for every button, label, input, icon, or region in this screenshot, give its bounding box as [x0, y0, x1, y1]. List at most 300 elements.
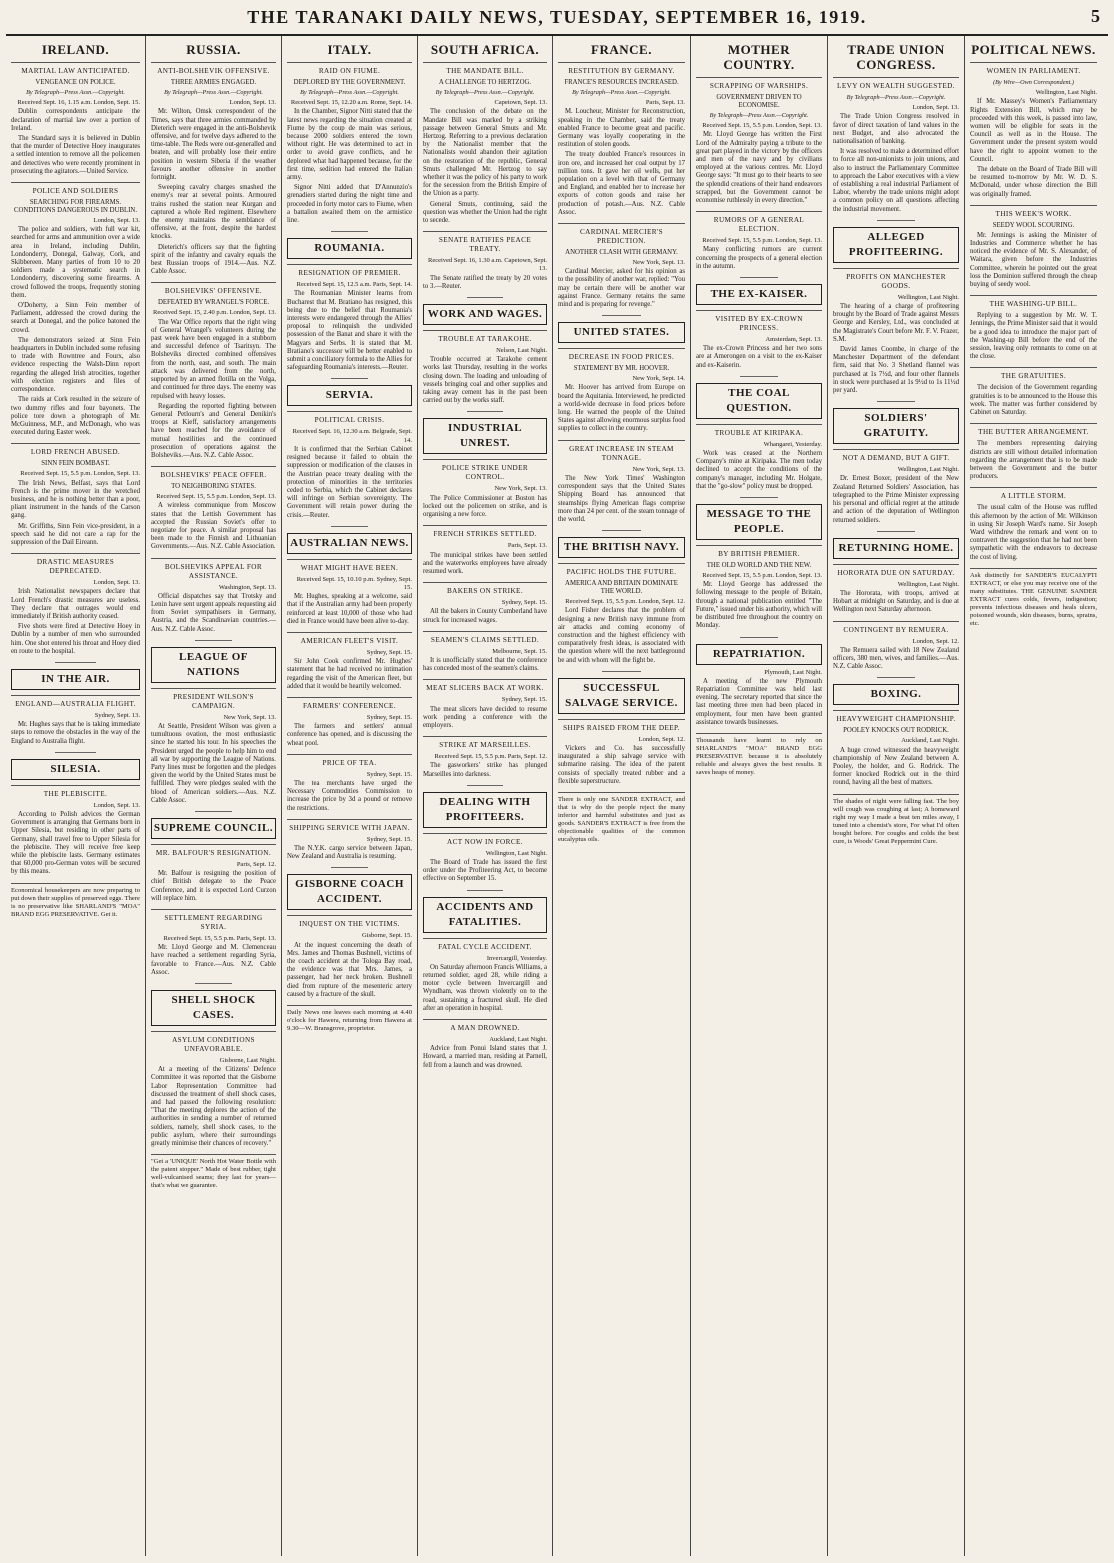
news-story [287, 754, 412, 813]
advertisement: Thousands have learnt to rely on SHARLAND'S "MOA" BRAND EGG PRESERVATIVE because it is absolutely reliable and always gives the best results. It saves heaps of money. [696, 733, 822, 777]
news-story [287, 411, 412, 519]
section-heading: ACCIDENTS AND FATALITIES. [423, 897, 547, 933]
story-headline: FATAL CYCLE ACCIDENT. [423, 938, 547, 952]
story-subheadline: AMERICA AND BRITAIN DOMINATE THE WORLD. [565, 580, 678, 596]
story-paragraph: The Board of Trade has issued the first order under the Profiteering Act, to become effective on September 15. [423, 858, 547, 883]
section-divider [195, 983, 232, 984]
story-paragraph: The farmers and settlers' annual conference has opened, and is discussing the wheat pool. [287, 723, 412, 747]
section-heading: MESSAGE TO THE PEOPLE. [696, 504, 822, 540]
news-story [151, 688, 276, 805]
story-paragraph: The War Office reports that the right wing of General Wrangel's volunteers during the past week have been engaged in a stubborn and successful defence of Tsaritsyn. The Bolsheviks directed combined offensives from the north, east, and south. The main attack was delivered from the north, supported by an armed flotilla on the Volga, and continued for three days. The enemy was repulsed with heavy losses. [151, 318, 276, 400]
story-headline: BOLSHEVIKS' PEACE OFFER. [151, 466, 276, 480]
story-headline: MEAT SLICERS BACK AT WORK. [423, 679, 547, 693]
story-headline: GREAT INCREASE IN STEAM TONNAGE. [558, 440, 685, 463]
story-headline: INQUEST ON THE VICTIMS. [287, 915, 412, 929]
story-headline: SCRAPPING OF WARSHIPS. [696, 77, 822, 91]
news-column [965, 36, 1102, 1556]
story-headline: THE MANDATE BILL. [423, 62, 547, 76]
section-divider [55, 662, 96, 663]
section-divider [467, 890, 503, 891]
story-credit: By Telegraph—Press Assn.—Copyright. [435, 89, 535, 96]
story-paragraph: The Trade Union Congress resolved in favor of direct taxation of land values in the next Budget, and also advocated the nationalisation of banking. [833, 113, 959, 146]
story-dateline: Sydney, Sept. 15. [501, 599, 547, 607]
section-divider [877, 531, 915, 532]
story-paragraph: Sir John Cook confirmed Mr. Hughes' statement that he had received no intimation regarding the visit of the American fleet, but added that it would be heartily welcomed. [287, 658, 412, 690]
story-paragraph: General Smuts, continuing, said the question was whether the Union had the right to secede. [423, 200, 547, 225]
story-paragraph: Lord Fisher declares that the problem of designing a new British navy immune from air attacks and coming economy of construction and the highest efficiency with comparatively fresh ideas, is associated with the question where will the next battleground be and with whom will the fight be. [558, 607, 685, 664]
story-paragraph: Mr. Lloyd George has addressed the following message to the people of Britain, through a national publication entitled "The Future," issued under his authority, which will be distributed free throughout the country on Monday. [696, 581, 822, 630]
story-dateline: Paris, Sept. 13. [507, 542, 547, 550]
story-paragraph: Work was ceased at the Northern Company's mine at Kiripaka. The men today declined to accept the conditions of the company's manager, including Mr. Holgate, that the "go-slow" policy must be dropped. [696, 450, 822, 490]
story-paragraph: At the inquest concerning the death of Mrs. James and Thomas Bushnell, victims of the coach accident at the Tologa Bay road, the evidence was that Mrs. James, a passenger, had her neck broken. Bushnell died from rupture of the mesenteric artery caused by a fracture of the skull. [287, 941, 412, 998]
news-story [287, 264, 412, 372]
news-column [6, 36, 146, 1556]
section-heading: SUPREME COUNCIL. [151, 818, 276, 839]
news-story [423, 736, 547, 779]
story-paragraph: The ex-Crown Princess and her two sons are at Amerongen on a visit to the ex-Kaiser and ex-Kaiserin. [696, 345, 822, 369]
section-heading: LEAGUE OF NATIONS [151, 647, 276, 683]
story-headline: LEVY ON WEALTH SUGGESTED. [833, 77, 959, 91]
story-credit: By Telegraph—Press Assn.—Copyright. [26, 89, 125, 96]
story-paragraph: The debate on the Board of Trade Bill will be resumed to-morrow by Mr. W. D. S. McDonald, under whose direction the Bill was originally framed. [970, 166, 1097, 198]
story-headline: THE PLEBISCITE. [11, 785, 140, 799]
story-paragraph: It is confirmed that the Serbian Cabinet resigned because it failed to obtain the suppression or modification of the clauses in the Austrian peace treaty dealing with the protection of minorities in the territories ceded to Serbia, which the Cabinet declares will infringe on Serbian sovereignty. The Government will retain power during the crisis.—Reuter. [287, 445, 412, 519]
news-column [691, 36, 828, 1556]
story-paragraph: Mr. Lloyd George has written the First Lord of the Admiralty paying a tribute to the great part played in the victory by the officers and men of the navy and by civilians employed at the various centres. Mr. Lloyd George says: "It must go to their hearts to see the splendid creations of their hand endeavors scrapped, but the Government cannot be economise ruthlessly in every direction." [696, 131, 822, 205]
story-dateline: London, Sept. 13. [93, 579, 140, 587]
story-paragraph: Official dispatches say that Trotsky and Lenin have sent urgent appeals requesting aid from Soviet sympathisers in Germany, Austria, and the Scandinavian countries.—Aus. N.Z. Cable Assoc. [151, 592, 276, 633]
story-headline: DECREASE IN FOOD PRICES. [558, 348, 685, 362]
story-dateline: London, Sept. 13. [93, 217, 140, 225]
story-dateline: New York, Sept. 14. [632, 375, 685, 383]
story-headline: BOLSHEVIKS' OFFENSIVE. [151, 282, 276, 296]
story-headline: NOT A DEMAND, BUT A GIFT. [833, 449, 959, 463]
story-paragraph: A meeting of the new Plymouth Repatriation Committee was held last evening. The secretary reported that since the last meeting three men had been placed in employment, four men have been granted assistance towards businesses. [696, 677, 822, 726]
section-heading: RUSSIA. [186, 42, 241, 57]
story-paragraph: Mr. Wilton, Omsk correspondent of the Times, says that three armies commanded by Dieterich were engaged in the anti-Bolshevik offensive, and for twelve days adhered to the time-table. The Reds were out-generalled and beaten, and will probably lose their entire position in western Siberia if the weather favours another offensive in another fortnight. [151, 108, 276, 182]
story-headline: CARDINAL MERCIER'S PREDICTION. [558, 223, 685, 246]
story-paragraph: The municipal strikes have been settled and the waterworks employees have already resumed work. [423, 551, 547, 575]
story-paragraph: The usual calm of the House was ruffled this afternoon by the action of Mr. Wilkinson in using Sir Joseph Ward's name. Sir Joseph Ward withdrew the remark and went on to contravert the suggestion that he had not been sympathetic with the endeavors to decrease the cost of living. [970, 504, 1097, 561]
story-headline: SEAMEN'S CLAIMS SETTLED. [423, 631, 547, 645]
section-heading: THE COAL QUESTION. [696, 383, 822, 419]
story-paragraph: Mr. Griffiths, Sinn Fein vice-president, in a speech said he did not care a rap for the suppression of the Dail Eireann. [11, 522, 140, 546]
story-paragraph: The conclusion of the debate on the Mandate Bill was marked by a striking passage between General Smuts and Mr. Hertzog. Referring to a previous declaration by the Nationalist member that the Nationalists would abandon their agitation on the restoration of the republic, General Smuts challenged Mr. Hertzog to say whether it was the policy of his party to work for the secession from the British Empire of the Union as a party. [423, 108, 547, 198]
news-column [282, 36, 418, 1556]
story-headline: PROFITS ON MANCHESTER GOODS. [833, 268, 959, 291]
news-story [11, 62, 140, 176]
news-story [11, 785, 140, 877]
section-heading: AUSTRALIAN NEWS. [287, 533, 412, 554]
section-divider [331, 378, 368, 379]
story-paragraph: The meat slicers have decided to resume work pending a conference with the employers. [423, 705, 547, 729]
story-dateline: Gisborne, Sept. 15. [361, 932, 412, 940]
story-headline: RUMORS OF A GENERAL ELECTION. [696, 211, 822, 234]
story-headline: BOLSHEVIKS APPEAL FOR ASSISTANCE. [151, 558, 276, 581]
news-story [11, 182, 140, 437]
story-headline: TROUBLE AT KIRIPAKA. [696, 424, 822, 438]
section-divider [877, 401, 915, 402]
news-story [423, 631, 547, 674]
story-paragraph: Regarding the reported fighting between General Petlourn's and General Denikin's troops at Kieff, satisfactory arrangements have been reached for the avoidance of mutual hostilities and the continued prosecution of operations against the Bolsheviks.—Aus. N.Z. Cable Assoc. [151, 402, 276, 459]
story-paragraph: The N.Y.K. cargo service between Japan, New Zealand and Australia is resuming. [287, 844, 412, 861]
story-headline: PACIFIC HOLDS THE FUTURE. [558, 563, 685, 577]
story-dateline: Wellington, Last Night. [1035, 89, 1097, 97]
story-credit: (By Wire—Own Correspondent.) [993, 79, 1074, 86]
news-story [970, 295, 1097, 361]
story-headline: THE GRATUITIES. [970, 367, 1097, 381]
story-headline: TROUBLE AT TARAKOHE. [423, 330, 547, 344]
story-paragraph: The tea merchants have urged the Necessary Commodities Commission to increase the price by 3d a pound or remove the restrictions. [287, 779, 412, 812]
news-column [418, 36, 553, 1556]
story-headline: ENGLAND—AUSTRALIA FLIGHT. [11, 695, 140, 709]
story-paragraph: The New York Times' Washington correspondent says that the United States Shipping Board has announced that steamships flying American flags comprise more than 24 per cent. of the steam tonnage of the world. [558, 474, 685, 523]
story-dateline: Gisborne, Last Night. [219, 1057, 276, 1065]
story-credit: By Telegraph—Press Assn.—Copyright. [572, 89, 671, 96]
news-story [287, 62, 412, 225]
section-divider [740, 497, 778, 498]
story-headline: BAKERS ON STRIKE. [423, 582, 547, 596]
story-headline: FARMERS' CONFERENCE. [287, 697, 412, 711]
story-paragraph: Advice from Ponui Island states that J. Howard, a married man, residing at Parnell, fell from a launch and was drowned. [423, 1045, 547, 1069]
story-credit: By Telegraph—Press Assn.—Copyright. [709, 112, 809, 119]
story-paragraph: Cardinal Mercier, asked for his opinion as to the possibility of another war, replied: "You may be certain there will be another war against France. Germany retains the same mind and is preparing for revenge." [558, 268, 685, 309]
section-divider [602, 315, 641, 316]
story-dateline: Whangarei, Yesterday. [763, 440, 822, 448]
news-story [970, 423, 1097, 481]
news-story [287, 819, 412, 862]
story-headline: HEAVYWEIGHT CHAMPIONSHIP. [833, 710, 959, 724]
story-paragraph: Dr. Ernest Boxer, president of the New Zealand Returned Soldiers' Association, has telegraphed to the Prime Minister expressing his personal and official regret at the attitude and action of the deputation of Wellington returned soldiers. [833, 475, 959, 524]
section-divider [331, 526, 368, 527]
story-paragraph: The Irish News, Belfast, says that Lord French is the prime mover in the wretched business, and he is nothing better than a poor, pliant instrument in the hands of the Carson gang. [11, 479, 140, 520]
advertisement: Economical housekeepers are now preparing to put down their supplies of preserved eggs. There is no preservative like SHARLAND'S "MOA" BRAND EGG PRESERVATIVE. Get it. [11, 883, 140, 919]
news-story [287, 697, 412, 748]
story-dateline: Wellington, Last Night. [897, 466, 959, 474]
section-heading: SOLDIERS' GRATUITY. [833, 408, 959, 444]
section-heading: FRANCE. [591, 42, 652, 57]
story-headline: AMERICAN FLEET'S VISIT. [287, 632, 412, 646]
news-story [696, 310, 822, 370]
story-subheadline: A CHALLENGE TO HERTZOG. [438, 79, 532, 86]
section-heading: MOTHER COUNTRY. [723, 42, 795, 72]
section-heading: POLITICAL NEWS. [971, 42, 1096, 57]
section-divider [195, 640, 232, 641]
story-dateline: Plymouth, Last Night. [764, 668, 822, 676]
story-paragraph: The police and soldiers, with full war kit, searched for arms and ammunition over a wide area in Ireland, including Dublin, Londonderry, Donegal, Galway, Cork, and Skibbereen. Many parties of from 10 to 20 soldiers made a systematic search in Londonderry, discovering some firearms. A crowd followed the troops, frequently stoning them. [11, 226, 140, 299]
news-story [11, 695, 140, 746]
news-column [828, 36, 965, 1556]
advertisement: "Get a 'UNIQUE' North Hot Water Bottle with the patent stopper." Made of best rubber, tight well-vulcanised seams; they last for years—that's what we guarantee. [151, 1154, 276, 1190]
story-headline: ACT NOW IN FORCE. [423, 833, 547, 847]
section-divider [740, 376, 778, 377]
story-dateline: Sydney, Sept. 15. [366, 713, 412, 721]
story-paragraph: A wireless communique from Moscow states that the Lettish Government has accepted the Russian Soviet's offer to negotiate for peace. A similar proposal has been made to the Finnish and Lithuanian Governments.—Aus. N.Z. Cable Association. [151, 502, 276, 551]
news-story [151, 844, 276, 903]
story-dateline: London, Sept. 13. [93, 801, 140, 809]
story-dateline: New York, Sept. 13. [632, 465, 685, 473]
story-credit: By Telegraph—Press Assn.—Copyright. [846, 94, 946, 101]
story-headline: STRIKE AT MARSEILLES. [423, 736, 547, 750]
story-dateline: New York, Sept. 13. [494, 485, 547, 493]
story-dateline: Capetown, Sept. 13. [494, 99, 547, 107]
story-dateline: Received Sept. 15, 5.5 p.m. London, Sept. 13. [156, 493, 276, 501]
story-dateline: Wellington, Last Night. [897, 580, 959, 588]
story-subheadline: GOVERNMENT DRIVEN TO ECONOMISE. [716, 94, 802, 109]
story-headline: POLICE AND SOLDIERS [11, 182, 140, 196]
story-dateline: Received Sept. 15, 5.5 p.m. London, Sept. 13. [702, 572, 822, 580]
news-story [833, 77, 959, 214]
story-paragraph: The demonstrators seized at Sinn Fein headquarters in Dublin included some refusing to trade with Rowntree and Fourx, also evidence respecting the Walsh-Dinn report regarding the alleged Irish atrocities, together with election registers and files of correspondence. [11, 336, 140, 394]
story-subheadline: SINN FEIN BOMBAST. [41, 460, 110, 468]
news-story [423, 833, 547, 884]
section-heading: INDUSTRIAL UNREST. [423, 418, 547, 454]
story-paragraph: It was resolved to make a determined effort to force all non-unionists to join unions, and also to instruct the Parliamentary Committee to approach the Labor executives with a view of establishing a real industrial Parliament of Labor, whereby the trade unions might adopt a common policy on all questions affecting the industrial movement. [833, 148, 959, 213]
masthead-title: THE TARANAKI DAILY NEWS, TUESDAY, SEPTEMBER 16, 1919. [247, 6, 867, 27]
story-dateline: Wellington, Last Night. [897, 293, 959, 301]
section-heading: TRADE UNION CONGRESS. [847, 42, 945, 72]
section-heading: ITALY. [327, 42, 372, 57]
story-credit: By Telegraph—Press Assn.—Copyright. [300, 89, 399, 96]
news-story [423, 679, 547, 730]
story-subheadline: SEEDY WOOL SCOURING. [992, 221, 1075, 229]
story-paragraph: The Hororata, with troops, arrived at Hobart at midnight on Saturday, and is due at Wellington next Saturday afternoon. [833, 589, 959, 614]
story-dateline: Received Sept. 16, 12.30 a.m. Belgrade, Sept. 14. [292, 428, 412, 444]
story-dateline: New York, Sept. 13. [223, 713, 276, 721]
story-headline: HORORATA DUE ON SATURDAY. [833, 564, 959, 578]
story-paragraph: Mr. Balfour is resigning the position of chief British delegate to the Peace Conference, and it is expected Lord Curzon will replace him. [151, 870, 276, 902]
story-dateline: Received Sept. 16, 1.15 a.m. London, Sept. 15. [17, 99, 140, 107]
story-headline: MR. BALFOUR'S RESIGNATION. [151, 844, 276, 858]
section-heading: SUCCESSFUL SALVAGE SERVICE. [558, 678, 685, 714]
story-dateline: Sydney, Sept. 13. [94, 711, 140, 719]
story-headline: POLICE STRIKE UNDER CONTROL. [423, 459, 547, 482]
news-story [970, 487, 1097, 561]
news-story [696, 77, 822, 205]
news-story [558, 440, 685, 524]
story-paragraph: Many conflicting rumors are current concerning the prospects of a general election in the autumn. [696, 246, 822, 270]
section-heading: UNITED STATES. [558, 322, 685, 343]
story-paragraph: On Saturday afternoon Francis Williams, a returned soldier, aged 28, while riding a motor cycle between Invercargill and Wyndham, was thrown violently on to the road, sustaining a fractured skull. He died after an operation in hospital. [423, 963, 547, 1012]
section-heading: SILESIA. [11, 759, 140, 780]
news-story [558, 223, 685, 309]
story-headline: THIS WEEK'S WORK. [970, 205, 1097, 219]
news-story [151, 909, 276, 977]
story-dateline: Sydney, Sept. 15. [501, 696, 547, 704]
advertisement: Ask distinctly for SANDER'S EUCALYPTI EXTRACT, or else you may receive one of the many substitutes. THE GENUINE SANDER EXTRACT cures colds, fevers, indigestion; prevents infectious diseases and heals ulcers, poisoned wounds, skin diseases, burns, sprains, etc. [970, 568, 1097, 628]
story-headline: A MAN DROWNED. [423, 1019, 547, 1033]
story-paragraph: The Police Commissioner at Boston has locked out the policemen on strike, and is organising a new force. [423, 494, 547, 519]
news-story [970, 62, 1097, 199]
story-headline: VISITED BY EX-CROWN PRINCESS. [696, 310, 822, 333]
section-heading: REPATRIATION. [696, 644, 822, 665]
news-story [287, 632, 412, 691]
story-credit: By Telegraph—Press Assn.—Copyright. [164, 89, 263, 96]
section-heading: ALLEGED PROFITEERING. [833, 227, 959, 263]
story-dateline: Paris, Sept. 12. [236, 861, 276, 868]
story-headline: DRASTIC MEASURES DEPRECATED. [11, 553, 140, 576]
section-divider [877, 220, 915, 221]
story-paragraph: It is unofficially stated that the conference has conceded most of the seamen's claims. [423, 656, 547, 673]
section-heading: SERVIA. [287, 385, 412, 406]
story-subheadline: FRANCE'S RESOURCES INCREASED. [564, 79, 679, 86]
story-subheadline: VENGEANCE ON POLICE. [35, 79, 116, 86]
story-subheadline: DEPLORED BY THE GOVERNMENT. [293, 79, 406, 86]
story-dateline: Received Sept. 15, 5.5 p.m. Paris, Sept. 13. [163, 935, 276, 943]
news-story [833, 449, 959, 524]
news-story [558, 719, 685, 786]
story-headline: MARTIAL LAW ANTICIPATED. [11, 62, 140, 76]
story-paragraph: Trouble occurred at Tarakohe cement works last Thursday, resulting in the works closing down. The loading and unloading of vessels bringing coal and other supplies and taking away cement has in the past been carried out by the works staff. [423, 356, 547, 405]
story-dateline: London, Sept. 13. [229, 99, 276, 107]
story-dateline: Washington, Sept. 13. [218, 583, 276, 591]
story-headline: SETTLEMENT REGARDING SYRIA. [151, 909, 276, 932]
story-dateline: Auckland, Last Night. [901, 737, 959, 745]
story-headline: RESIGNATION OF PREMIER. [287, 264, 412, 278]
story-paragraph: At Seattle, President Wilson was given a tumultuous ovation, the most enthusiastic since he started his tour. In his speeches the President urged the people to help him to end all war by supporting the League of Nations. Party lines must be forgotten and the pledges given the world by the United States must be fulfilled. They were pledges sealed with the blood of American soldiers.—Aus. N.Z. Cable Assoc. [151, 722, 276, 804]
news-story [696, 424, 822, 491]
story-paragraph: David James Coombe, in charge of the Manchester Department of the defendant firm, said that No. 3 Shetland flannel was purchased at 1s 7½d, and four other flannels in stock were purchased at 1s 9½d to 1s 11½d per yard. [833, 346, 959, 395]
section-divider [195, 811, 232, 812]
news-story [423, 330, 547, 405]
story-headline: SHIPS RAISED FROM THE DEEP. [558, 719, 685, 733]
story-headline: RESTITUTION BY GERMANY. [558, 62, 685, 76]
story-subheadline: THREE ARMIES ENGAGED. [170, 79, 257, 86]
story-headline: POLITICAL CRISIS. [287, 411, 412, 425]
section-heading: SHELL SHOCK CASES. [151, 990, 276, 1026]
story-paragraph: Dieterich's officers say that the fighting spirit of the infantry and cavalry equals the best Russian troops of 1914.—Aus. N.Z. Cable Assoc. [151, 243, 276, 276]
story-paragraph: Mr. Jennings is asking the Minister of Industries and Commerce whether he has noticed the evidence of Mr. S. Alexander, of Waitara, given before the Industries Committee, wherein he pointed out the great loss the Dominion suffered through the cheap buying of seedy wool. [970, 231, 1097, 289]
section-heading: DEALING WITH PROFITEERS. [423, 792, 547, 828]
section-heading: THE BRITISH NAVY. [558, 537, 685, 558]
news-column [553, 36, 691, 1556]
section-heading: THE EX-KAISER. [696, 284, 822, 305]
story-dateline: London, Sept. 12. [912, 637, 959, 645]
story-paragraph: Dublin correspondents anticipate the declaration of martial law over a portion of Ireland. [11, 108, 140, 132]
story-paragraph: The Senate ratified the treaty by 20 votes to 3.—Reuter. [423, 274, 547, 290]
story-paragraph: At a meeting of the Citizens' Defence Committee it was reported that the Gisborne Labor Representation Committee had discussed the treatment of shell shock cases, and had passed the following resolution: "That the meeting deplores the action of the authorities in sending a number of returned soldiers, namely, shell shock cases, to the public asylum, where their surroundings greatly minimise their chances of recovery." [151, 1066, 276, 1148]
news-story [696, 669, 822, 727]
masthead [6, 0, 1108, 36]
story-dateline: Received Sept. 15, 5.5 p.m. London, Sept. 13. [702, 237, 822, 245]
story-dateline: Invercargill, Yesterday. [486, 954, 547, 962]
story-dateline: Wellington, Last Night. [485, 849, 547, 857]
story-headline: LORD FRENCH ABUSED. [11, 443, 140, 457]
column-grid [6, 36, 1108, 1556]
story-dateline: London, Sept. 13. [912, 104, 959, 112]
story-dateline: Melbourne, Sept. 15. [492, 647, 547, 655]
news-story [970, 367, 1097, 417]
story-paragraph: Signor Nitti added that D'Annunzio's grenadiers started during the night time and proceeded in forty motor cars to Fiume, when a battalion awaited them on the armistice line. [287, 184, 412, 225]
story-dateline: Nelson, Last Night. [496, 347, 547, 355]
story-headline: CONTINGENT BY REMUERA. [833, 621, 959, 635]
section-divider [55, 752, 96, 753]
story-paragraph: Vickers and Co. has successfully inaugurated a ship salvage service with submarine raising. The idea of the patent consists of specially treated rubber and a flexible superstructure. [558, 744, 685, 785]
news-story [11, 553, 140, 656]
news-story [11, 443, 140, 547]
news-story [151, 282, 276, 460]
section-divider [467, 297, 503, 298]
story-paragraph: The Standard says it is believed in Dublin that the murder of Detective Hoey inaugurates a settled intention to remove all the policemen and detectives who were recently prominent in prosecuting the agitators.—United Service. [11, 135, 140, 175]
section-heading: IRELAND. [41, 42, 110, 57]
story-headline: ANTI-BOLSHEVIK OFFENSIVE. [151, 62, 276, 76]
section-heading: SOUTH AFRICA. [430, 42, 540, 57]
news-story [423, 582, 547, 625]
story-dateline: Received Sept. 15, 5.5 p.m. London, Sept. 13. [702, 122, 822, 130]
section-divider [740, 637, 778, 638]
news-story [833, 621, 959, 672]
story-paragraph: Five shots were fired at Detective Hoey in Dublin by a number of men who surrounded him. One shot entered his throat and Hoey died en route to the hospital. [11, 623, 140, 655]
news-story [423, 525, 547, 576]
news-story [151, 1031, 276, 1148]
page-number: 5 [1091, 6, 1100, 26]
story-subheadline: THE OLD WORLD AND THE NEW. [706, 562, 812, 570]
news-story [423, 62, 547, 225]
news-story [696, 211, 822, 271]
story-dateline: New York, Sept. 13. [632, 259, 685, 267]
story-dateline: Sydney, Sept. 15. [366, 835, 412, 843]
story-paragraph: Mr. Hughes says that he is taking immediate steps to remove the obstacles in the way of the England to Australia flight. [11, 721, 140, 745]
section-divider [467, 411, 503, 412]
story-dateline: Paris, Sept. 13. [645, 99, 685, 107]
story-paragraph: All the bakers in County Cumberland have struck for increased wages. [423, 608, 547, 624]
story-headline: ASYLUM CONDITIONS UNFAVORABLE. [151, 1031, 276, 1054]
story-paragraph: O'Doherty, a Sinn Fein member of Parliament, addressed the crowd during the search at Donegal, and the police batoned the crowd. [11, 302, 140, 334]
story-paragraph: The hearing of a charge of profiteering brought by the Board of Trade against Messrs George and Kersley, Ltd., was concluded at the Magistrate's Court before Mr. F. V. Frazer, S.M. [833, 303, 959, 343]
story-headline: WOMEN IN PARLIAMENT. [970, 62, 1097, 76]
advertisement: Daily News one leaves each morning at 4.40 o'clock for Hawera, returning from Hawera at 9.30—W. Bransgrove, proprietor. [287, 1005, 412, 1033]
story-headline: SHIPPING SERVICE WITH JAPAN. [287, 819, 412, 833]
advertisement: There is only one SANDER EXTRACT, and that is why do the people reject the many inferior and harmful substitutes and just as goods. SANDER'S EXTRACT is free from the objectionable qualities of the common eucalyptus oils. [558, 792, 685, 844]
section-divider [331, 231, 368, 232]
news-story [151, 62, 276, 276]
story-headline: WHAT MIGHT HAVE BEEN. [287, 559, 412, 573]
story-headline: RAID ON FIUME. [287, 62, 412, 76]
story-paragraph: The decision of the Government regarding gratuities is to be announced to the House this week. The matter was further considered by Cabinet on Saturday. [970, 384, 1097, 417]
story-paragraph: Sweeping cavalry charges smashed the enemy's rear at several points. Armoured trains rushed the station near Kurgan and captured a whole Red regiment. Elsewhere the enemy maintains the semblance of offensive, at the front, despite the hardest knocks. [151, 184, 276, 241]
story-subheadline: POOLEY KNOCKS OUT RODRICK. [843, 727, 949, 735]
story-paragraph: Replying to a suggestion by Mr. W. T. Jennings, the Prime Minister said that it would be a good idea to introduce the major part of the Washing-up Bill before the end of the session, leaving only remnants to come on at the close. [970, 312, 1097, 361]
news-story [696, 545, 822, 630]
section-heading: GISBORNE COACH ACCIDENT. [287, 874, 412, 910]
story-headline: BY BRITISH PREMIER. [696, 545, 822, 559]
news-story [833, 564, 959, 615]
story-dateline: Received Sept. 15, 10.10 p.m. Sydney, Sept. 15. [296, 575, 412, 591]
news-story [970, 205, 1097, 289]
news-story [833, 710, 959, 787]
story-subheadline: STATEMENT BY MR. HOOVER. [573, 365, 670, 373]
section-heading: RETURNING HOME. [833, 538, 959, 559]
section-divider [602, 530, 641, 531]
section-divider [467, 785, 503, 786]
story-paragraph: The gasworkers' strike has plunged Marseilles into darkness. [423, 762, 547, 778]
news-story [558, 62, 685, 217]
news-column [146, 36, 282, 1556]
news-story [833, 268, 959, 395]
story-dateline: Sydney, Sept. 15. [366, 648, 412, 656]
news-story [151, 558, 276, 634]
story-dateline: Received Sept. 15, 5.5 p.m. London, Sept. 13. [20, 470, 140, 478]
story-paragraph: Mr. Lloyd George and M. Clemenceau have reached a settlement regarding Syria, favorable to France.—Aus. N.Z. Cable Assoc. [151, 944, 276, 976]
story-subheadline: DEFEATED BY WRANGEL'S FORCE. [157, 299, 270, 307]
story-dateline: Sydney, Sept. 15. [366, 770, 412, 778]
section-heading: BOXING. [833, 684, 959, 705]
section-divider [740, 277, 778, 278]
story-dateline: Received Sept. 15, 2.40 p.m. London, Sept. 13. [153, 309, 276, 317]
story-headline: PRESIDENT WILSON'S CAMPAIGN. [151, 688, 276, 711]
section-heading: ROUMANIA. [287, 238, 412, 259]
section-divider [877, 677, 915, 678]
